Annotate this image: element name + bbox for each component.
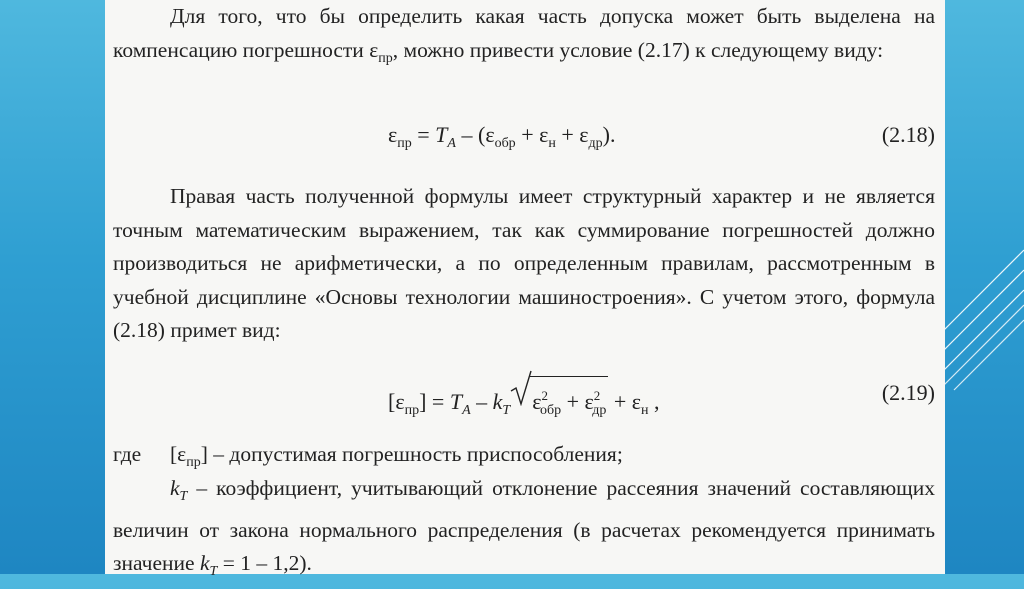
equation-number-2-18: (2.18)	[881, 122, 935, 147]
equation-2-19	[113, 372, 935, 422]
paragraph-explanation: Правая часть полученной формулы имеет структурный характер и не является точным математическим выражением, так как суммирование погрешностей должно производиться не арифметически, а по определенным правилам, рассмотренным в учебной дисциплине «Основы технологии машиностроения». С учетом этого, формула (2.18) примет вид:	[113, 184, 935, 342]
paragraph-intro: Для того, что бы определить какая часть допуска может быть выделена на компенсацию погрешности $\varepsilon_{пр}$, можно привести условие (2.17) к следующему виду:	[113, 4, 935, 66]
square-root: $\varepsilon^2_{обр} + \varepsilon^2_{др}$	[510, 376, 608, 428]
document-text	[113, 0, 935, 579]
equation-number-2-19: (2.19)	[881, 380, 935, 405]
equation-2-18-body: $\varepsilon_{пр} = T_A - (\varepsilon_{обр} + \varepsilon_н + \varepsilon_{др})$.	[388, 122, 616, 151]
equation-2-19-body: $[\varepsilon_{пр}] = T_A - k_T$ $\varepsilon^2_{обр} + \varepsilon^2_{др} + \varepsilon_н$ ,	[388, 376, 660, 428]
radical-sign-icon	[510, 370, 532, 406]
equation-2-18	[113, 118, 935, 162]
definition-k-t: $k_T$ – коэффициент, учитывающий отклонение рассеяния значений составляющих величин от закона нормального распределения (в расчетах рекомендуется принимать значение $k_T = 1 - 1,2$).	[113, 476, 935, 579]
where-label: где	[113, 442, 142, 466]
definition-epsilon-pr: $[\varepsilon_{пр}]$ – допустимая погрешность приспособления;	[170, 442, 623, 470]
where-block	[113, 438, 935, 579]
epsilon-pr-symbol: $\varepsilon_{пр}$	[369, 37, 393, 66]
decorative-diagonal-lines	[934, 0, 1024, 574]
